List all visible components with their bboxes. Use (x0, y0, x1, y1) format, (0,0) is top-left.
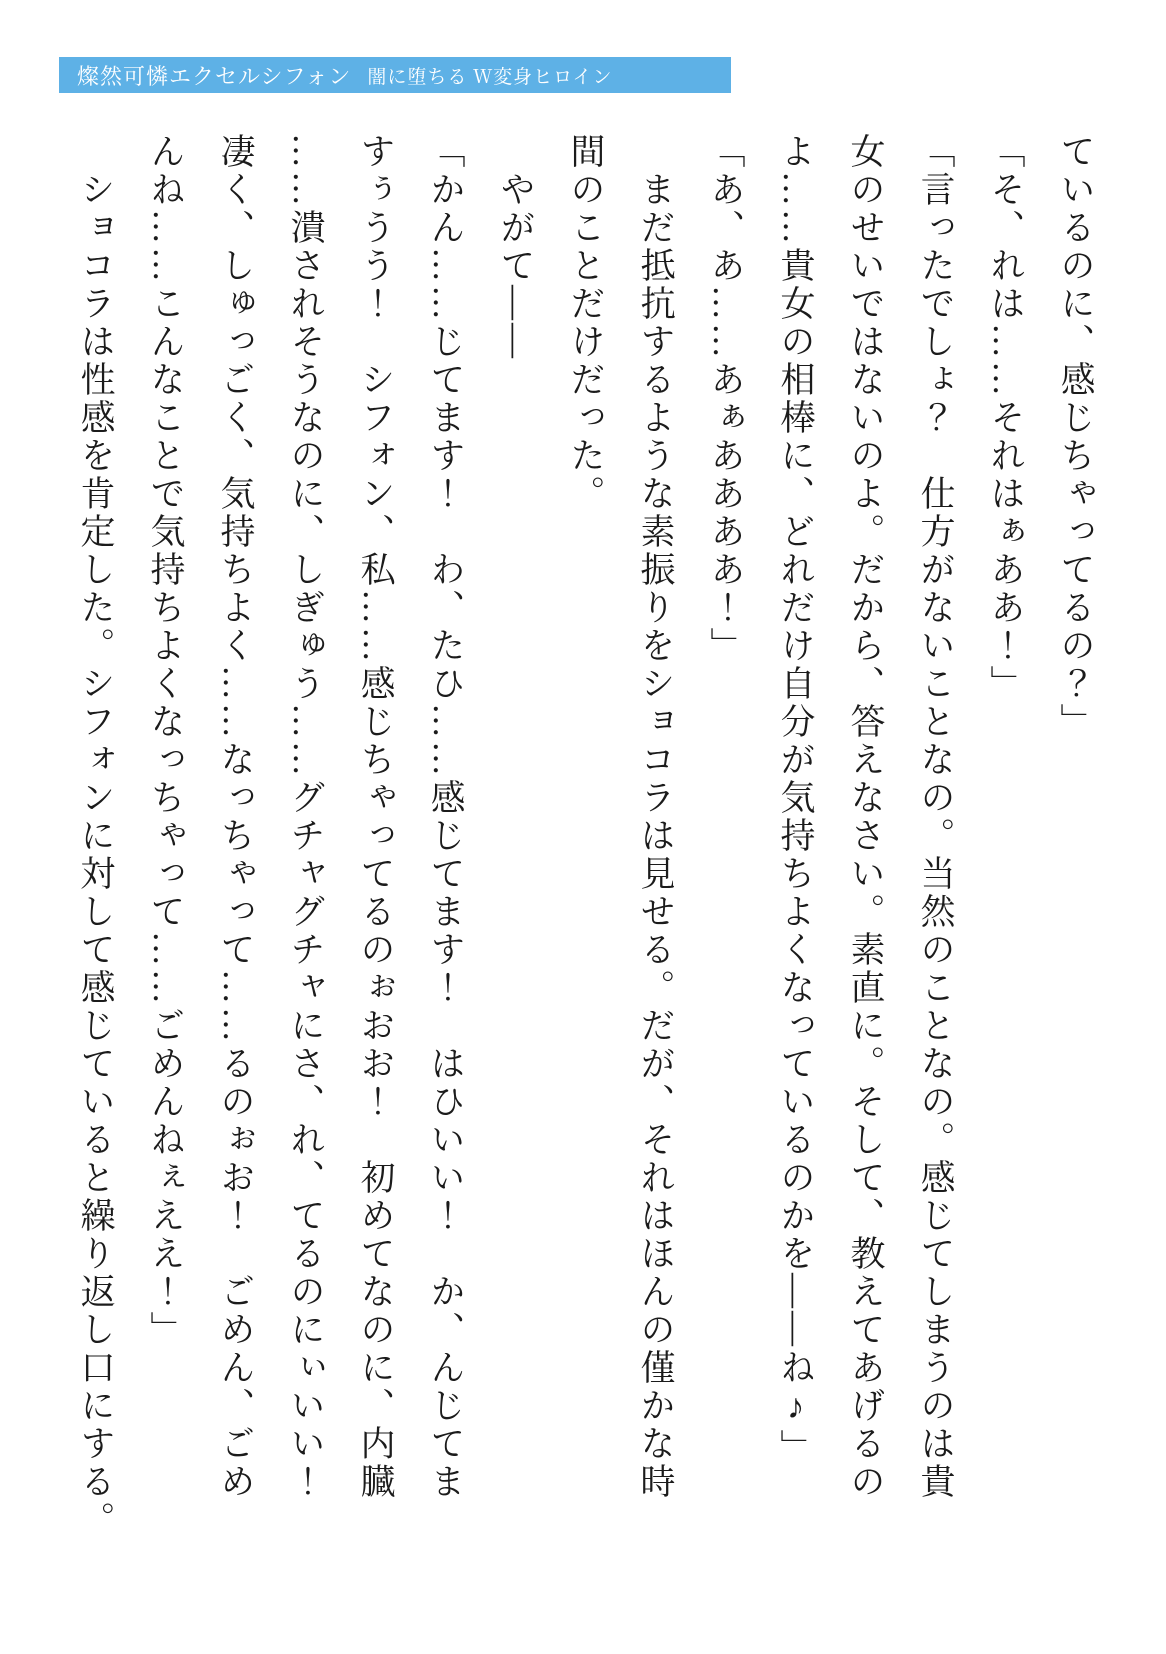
text-column: よ……貴女の相棒に、どれだけ自分が気持ちよくなっているのかを――ね♪」 (776, 133, 815, 1467)
text-column: ているのに、感じちゃってるの？」 (1056, 133, 1095, 741)
text-column: 「あ、あ……あぁああああ！」 (706, 133, 745, 665)
text-column: 「かん……じてます！ わ、たひ……感じてます！ はひいい！ か、んじてま (426, 133, 465, 1501)
text-column: ……潰されそうなのに、しぎゅう……グチャグチャにさ、れ、てるのにぃいい！ (286, 133, 325, 1501)
text-column: んね……こんなことで気持ちよくなっちゃって……ごめんねぇええ！」 (146, 133, 185, 1349)
text-column: 凄く、しゅっごく、気持ちよく……なっちゃって……るのぉお！ ごめん、ごめ (216, 133, 255, 1501)
text-column: まだ抵抗するような素振りをショコラは見せる。だが、それはほんの僅かな時 (636, 133, 675, 1501)
body-text (56, 133, 1110, 1573)
text-column: 女のせいではないのよ。だから、答えなさい。素直に。そして、教えてあげるの (846, 133, 885, 1501)
text-column: ショコラは性感を肯定した。シフォンに対して感じていると繰り返し口にする。 (76, 133, 115, 1539)
text-column: すぅうう！ シフォン、私……感じちゃってるのぉおお！ 初めてなのに、内臓 (356, 133, 395, 1501)
text-column: 間のことだけだった。 (566, 133, 605, 513)
text-column: 「言ったでしょ？ 仕方がないことなの。当然のことなの。感じてしまうのは貴 (916, 133, 955, 1501)
text-column: やがて―― (496, 133, 535, 361)
running-header (59, 57, 731, 93)
header-series-title: 燦然可憐エクセルシフォン (77, 63, 352, 89)
header-subtitle: 闇に堕ちる Ｗ変身ヒロイン (367, 66, 613, 88)
text-column: 「そ、れは……それはぁああ！」 (986, 133, 1025, 703)
